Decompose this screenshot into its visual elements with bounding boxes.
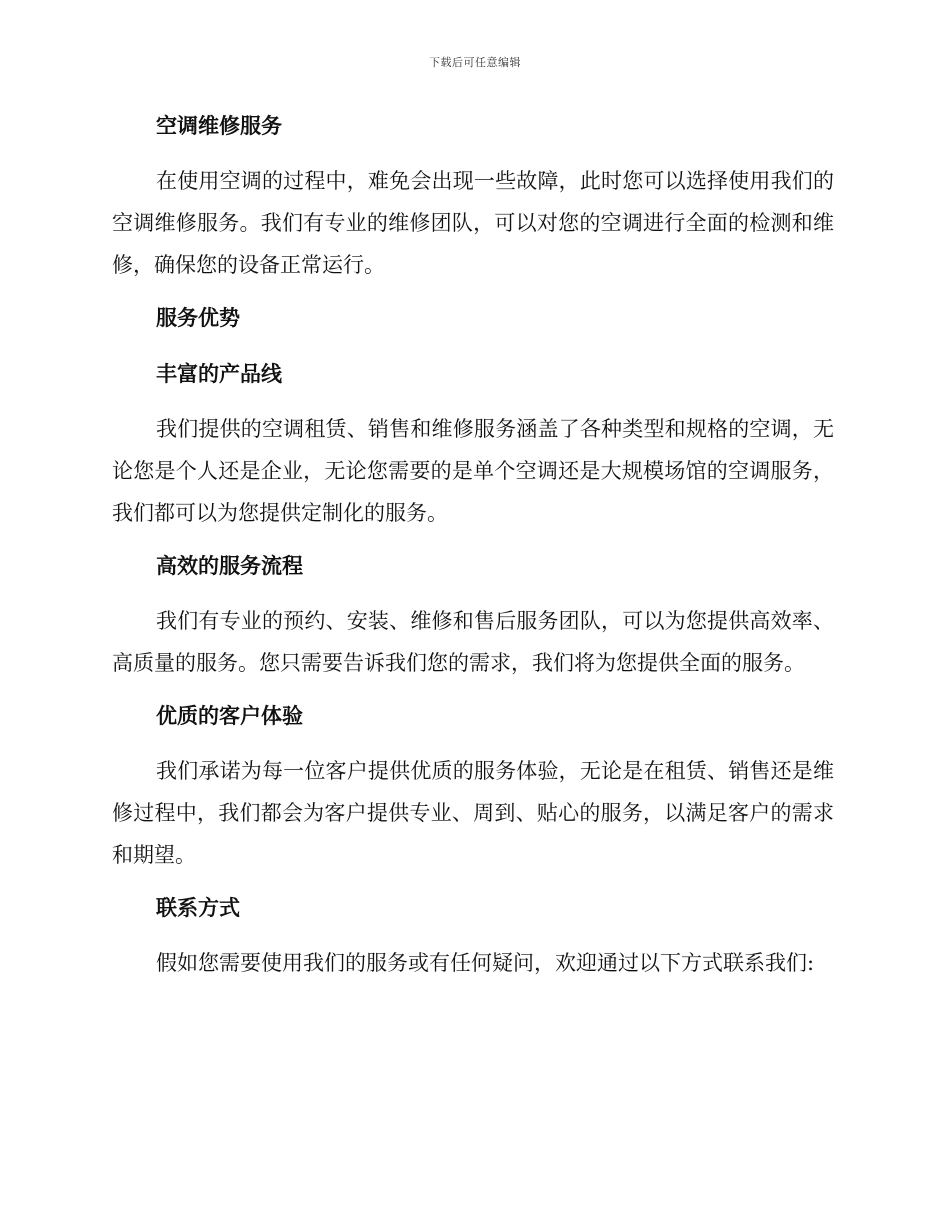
section-paragraph-product-line: 我们提供的空调租赁、销售和维修服务涵盖了各种类型和规格的空调，无论您是个人还是企业，无论您需要的是单个空调还是大规模场馆的空调服务，我们都可以为您提供定制化的服务。 xyxy=(112,417,834,525)
section-heading-product-line: 丰富的产品线 xyxy=(156,362,282,386)
section-heading-advantages: 服务优势 xyxy=(156,306,240,330)
document-body xyxy=(112,104,834,994)
section-heading-process: 高效的服务流程 xyxy=(156,554,303,578)
section-paragraph-repair: 在使用空调的过程中，难免会出现一些故障，此时您可以选择使用我们的空调维修服务。我们有专业的维修团队，可以对您的空调进行全面的检测和维修，确保您的设备正常运行。 xyxy=(112,169,834,277)
section-heading-contact: 联系方式 xyxy=(156,896,240,920)
section-paragraph-process: 我们有专业的预约、安装、维修和售后服务团队，可以为您提供高效率、高质量的服务。您只需要告诉我们您的需求，我们将为您提供全面的服务。 xyxy=(112,609,834,675)
section-paragraph-experience: 我们承诺为每一位客户提供优质的服务体验，无论是在租赁、销售还是维修过程中，我们都会为客户提供专业、周到、贴心的服务，以满足客户的需求和期望。 xyxy=(112,759,834,867)
section-heading-repair: 空调维修服务 xyxy=(156,114,282,138)
section-heading-experience: 优质的客户体验 xyxy=(156,704,303,728)
header-note: 下载后可任意编辑 xyxy=(429,56,521,69)
section-paragraph-contact: 假如您需要使用我们的服务或有任何疑问，欢迎通过以下方式联系我们: xyxy=(156,951,815,975)
